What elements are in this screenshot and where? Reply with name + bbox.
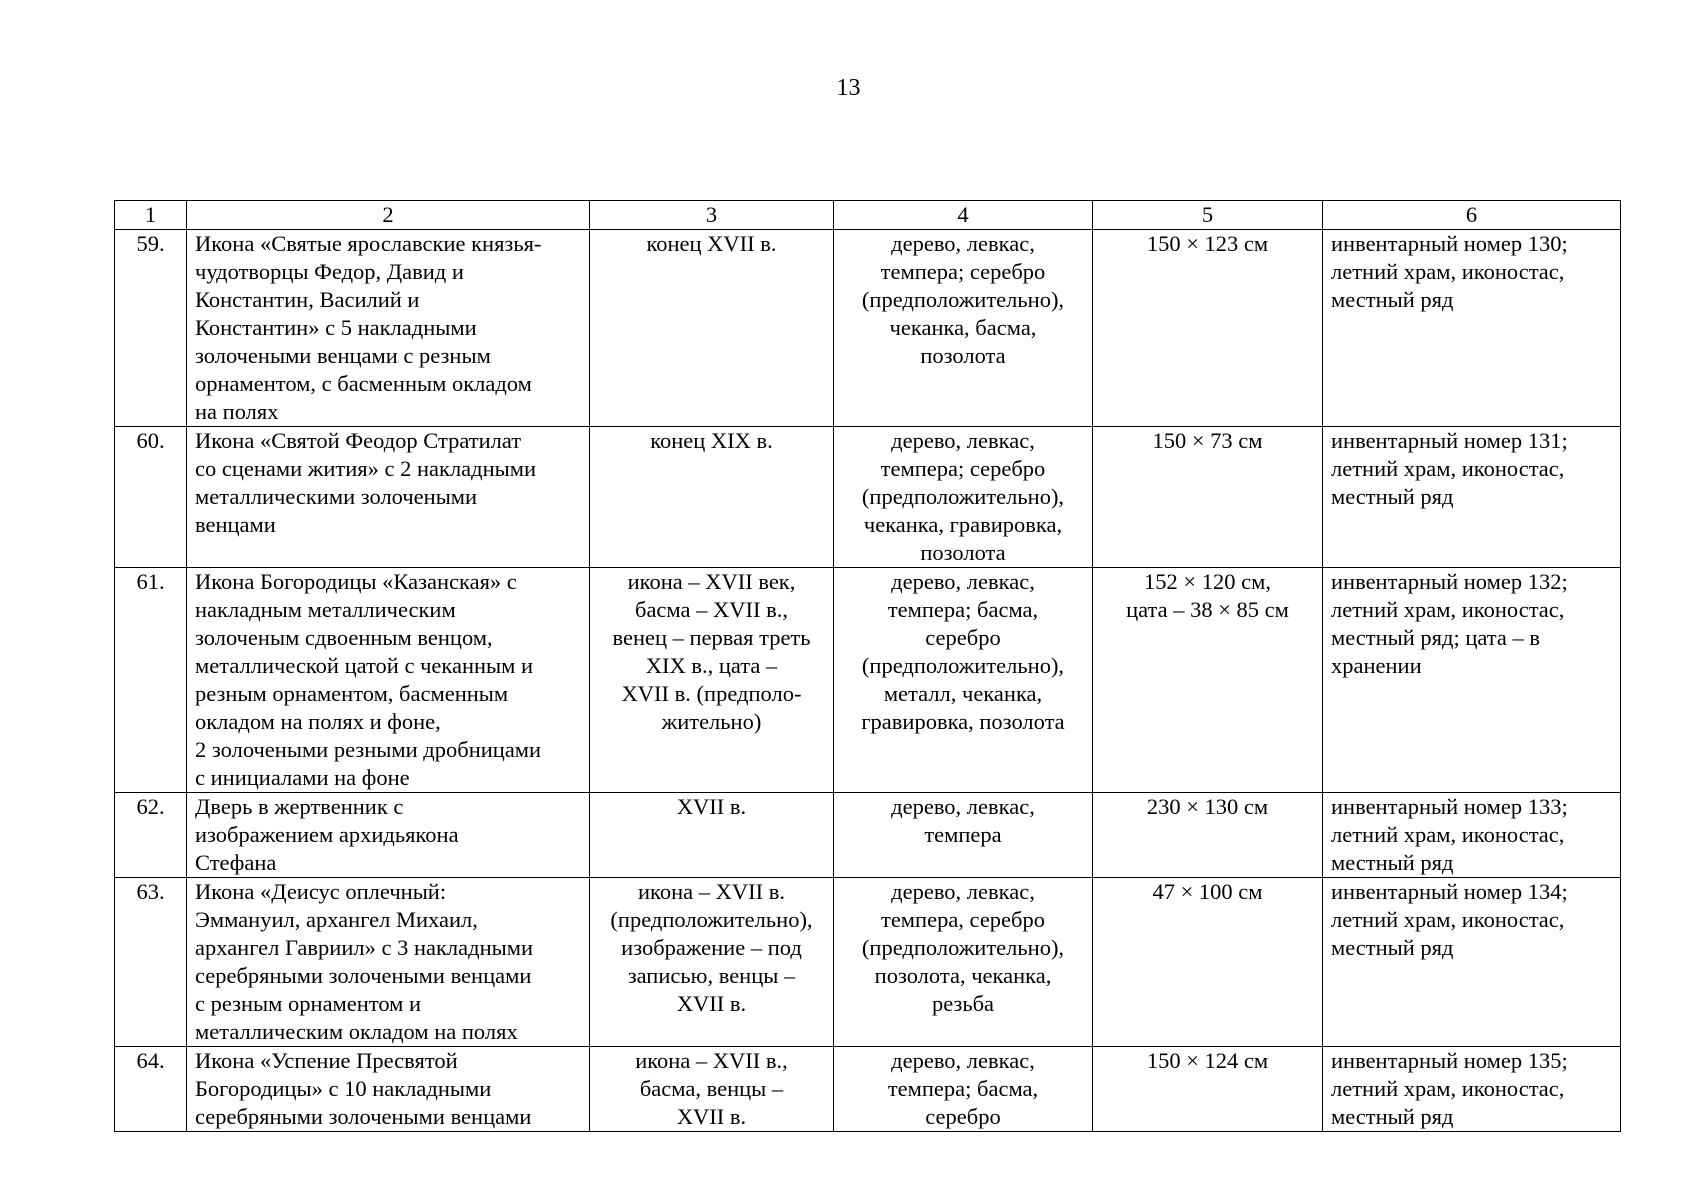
table-row [115,568,1621,793]
cell-text-line: летний храм, иконостас, [1331,597,1565,622]
cell-text-line: с инициалами на фоне [195,765,410,790]
cell-text-line: металл, чеканка, [883,681,1043,706]
cell-text-line: позолота [920,540,1006,565]
material-cell [834,230,1093,427]
cell-text-line: местный ряд [1331,484,1454,509]
cell-text-line: Икона «Деисус оплечный: [195,879,447,904]
column-header: 6 [1323,201,1621,230]
cell-text-line: 150 × 73 см [1152,428,1263,453]
cell-text-line: летний храм, иконостас, [1331,456,1565,481]
cell-text-line: темпера; серебро [880,456,1046,481]
cell-text-line: со сценами жития» с 2 накладными [195,456,537,481]
cell-text-line: Икона «Святой Феодор Стратилат [195,428,522,453]
row-number-cell: 63. [115,878,187,1047]
cell-text-line: конец XVII в. [646,231,777,256]
cell-text-line: местный ряд [1331,850,1454,875]
table-row [115,230,1621,427]
cell-text-line: серебряными золочеными венцами [195,963,532,988]
cell-text-line: икона – XVII в. [638,879,785,904]
cell-text-line: (предположительно), [861,653,1065,678]
table-row [115,878,1621,1047]
size-cell [1093,568,1323,793]
cell-text-line: изображением архидьякона [195,822,459,847]
cell-text-line: золочеными венцами с резным [195,343,491,368]
note-cell [1323,1047,1621,1132]
cell-text-line: позолота [920,343,1006,368]
cell-text-line: инвентарный номер 130; [1331,231,1568,256]
column-header: 5 [1093,201,1323,230]
cell-text-line: резным орнаментом, басменным [195,681,509,706]
cell-text-line: Стефана [195,850,277,875]
cell-text-line: местный ряд; цата – в [1331,625,1541,650]
cell-text-line: с резным орнаментом и [195,991,422,1016]
cell-text-line: чеканка, басма, [889,315,1037,340]
cell-text-line: конец XIX в. [650,428,773,453]
cell-text-line: жительно) [661,709,762,734]
note-cell [1323,793,1621,878]
row-number-cell: 59. [115,230,187,427]
cell-text-line: золоченым сдвоенным венцом, [195,625,493,650]
inventory-table [114,200,1621,1132]
cell-text-line: инвентарный номер 132; [1331,569,1568,594]
cell-text-line: окладом на полях и фоне, [195,709,441,734]
dating-cell [590,878,834,1047]
cell-text-line: архангел Гавриил» с 3 накладными [195,935,534,960]
material-cell [834,568,1093,793]
cell-text-line: темпера; басма, [887,597,1039,622]
cell-text-line: 150 × 124 см [1146,1048,1269,1073]
cell-text-line: изображение – под [621,935,802,960]
note-cell [1323,568,1621,793]
cell-text-line: темпера; серебро [880,259,1046,284]
cell-text-line: Константин» с 5 накладными [195,315,477,340]
size-cell [1093,427,1323,568]
cell-text-line: летний храм, иконостас, [1331,1076,1565,1101]
object-name-cell [187,427,590,568]
cell-text-line: XVII в. [676,794,747,819]
cell-text-line: цата – 38 × 85 см [1126,597,1289,622]
cell-text-line: инвентарный номер 135; [1331,1048,1568,1073]
cell-text-line: местный ряд [1331,935,1454,960]
dating-cell [590,568,834,793]
table-body [115,230,1621,1132]
cell-text-line: XVII в. (предполо- [621,681,802,706]
column-header: 2 [187,201,590,230]
cell-text-line: металлической цатой с чеканным и [195,653,534,678]
cell-text-line: чудотворцы Федор, Давид и [195,259,464,284]
cell-text-line: Дверь в жертвенник с [195,794,404,819]
cell-text-line: темпера; басма, [887,1076,1039,1101]
object-name-cell [187,568,590,793]
row-number-cell: 62. [115,793,187,878]
cell-text-line: местный ряд [1331,287,1454,312]
cell-text-line: дерево, левкас, [891,879,1035,904]
row-number-cell: 60. [115,427,187,568]
row-number-cell: 61. [115,568,187,793]
cell-text-line: XVII в. [676,1104,747,1129]
cell-text-line: серебряными золочеными венцами [195,1104,532,1129]
cell-text-line: темпера, серебро [880,907,1045,932]
material-cell [834,878,1093,1047]
cell-text-line: резьба [931,991,995,1016]
cell-text-line: Икона «Успение Пресвятой [195,1048,458,1073]
cell-text-line: 230 × 130 см [1146,794,1269,819]
table-row [115,427,1621,568]
object-name-cell [187,1047,590,1132]
cell-text-line: Икона Богородицы «Казанская» с [195,569,517,594]
column-header: 3 [590,201,834,230]
cell-text-line: инвентарный номер 134; [1331,879,1568,904]
cell-text-line: местный ряд [1331,1104,1454,1129]
cell-text-line: икона – XVII век, [627,569,796,594]
cell-text-line: (предположительно), [861,484,1065,509]
size-cell [1093,793,1323,878]
size-cell [1093,878,1323,1047]
cell-text-line: дерево, левкас, [891,231,1035,256]
header-row [115,201,1621,230]
cell-text-line: хранении [1331,653,1422,678]
object-name-cell [187,793,590,878]
cell-text-line: басма, венцы – [639,1076,784,1101]
cell-text-line: дерево, левкас, [891,794,1035,819]
cell-text-line: летний храм, иконостас, [1331,822,1565,847]
cell-text-line: XIX в., цата – [645,653,778,678]
dating-cell [590,230,834,427]
note-cell [1323,230,1621,427]
dating-cell [590,427,834,568]
material-cell [834,1047,1093,1132]
cell-text-line: металлическим окладом на полях [195,1019,518,1044]
cell-text-line: икона – XVII в., [635,1048,788,1073]
cell-text-line: металлическими золочеными [195,484,478,509]
cell-text-line: 150 × 123 см [1146,231,1269,256]
cell-text-line: инвентарный номер 131; [1331,428,1568,453]
column-header: 4 [834,201,1093,230]
note-cell [1323,427,1621,568]
size-cell [1093,230,1323,427]
cell-text-line: Константин, Василий и [195,287,420,312]
cell-text-line: венец – первая треть [612,625,811,650]
cell-text-line: (предположительно), [610,907,813,932]
cell-text-line: Богородицы» с 10 накладными [195,1076,492,1101]
material-cell [834,427,1093,568]
cell-text-line: на полях [195,399,279,424]
cell-text-line: 152 × 120 см, [1144,569,1271,594]
cell-text-line: летний храм, иконостас, [1331,907,1565,932]
material-cell [834,793,1093,878]
object-name-cell [187,878,590,1047]
cell-text-line: чеканка, гравировка, [863,512,1063,537]
row-number-cell: 64. [115,1047,187,1132]
cell-text-line: серебро [925,625,1001,650]
cell-text-line: Эммануил, архангел Михаил, [195,907,478,932]
cell-text-line: (предположительно), [861,935,1065,960]
cell-text-line: дерево, левкас, [891,569,1035,594]
cell-text-line: накладным металлическим [195,597,456,622]
cell-text-line: позолота, чеканка, [874,963,1052,988]
cell-text-line: 2 золочеными резными дробницами [195,737,542,762]
dating-cell [590,1047,834,1132]
cell-text-line: венцами [195,512,276,537]
table-row [115,1047,1621,1132]
cell-text-line: записью, венцы – [627,963,796,988]
note-cell [1323,878,1621,1047]
cell-text-line: инвентарный номер 133; [1331,794,1568,819]
cell-text-line: орнаментом, с басменным окладом [195,371,532,396]
size-cell [1093,1047,1323,1132]
cell-text-line: (предположительно), [861,287,1065,312]
cell-text-line: гравировка, позолота [861,709,1065,734]
cell-text-line: басма – XVII в., [635,597,788,622]
cell-text-line: дерево, левкас, [891,1048,1035,1073]
page-number: 13 [836,75,861,101]
cell-text-line: Икона «Святые ярославские князья- [195,231,542,256]
cell-text-line: летний храм, иконостас, [1331,259,1565,284]
cell-text-line: 47 × 100 см [1152,879,1263,904]
object-name-cell [187,230,590,427]
cell-text-line: темпера [924,822,1002,847]
cell-text-line: дерево, левкас, [891,428,1035,453]
table-row [115,793,1621,878]
dating-cell [590,793,834,878]
cell-text-line: серебро [925,1104,1001,1129]
cell-text-line: XVII в. [676,991,747,1016]
column-header: 1 [115,201,187,230]
